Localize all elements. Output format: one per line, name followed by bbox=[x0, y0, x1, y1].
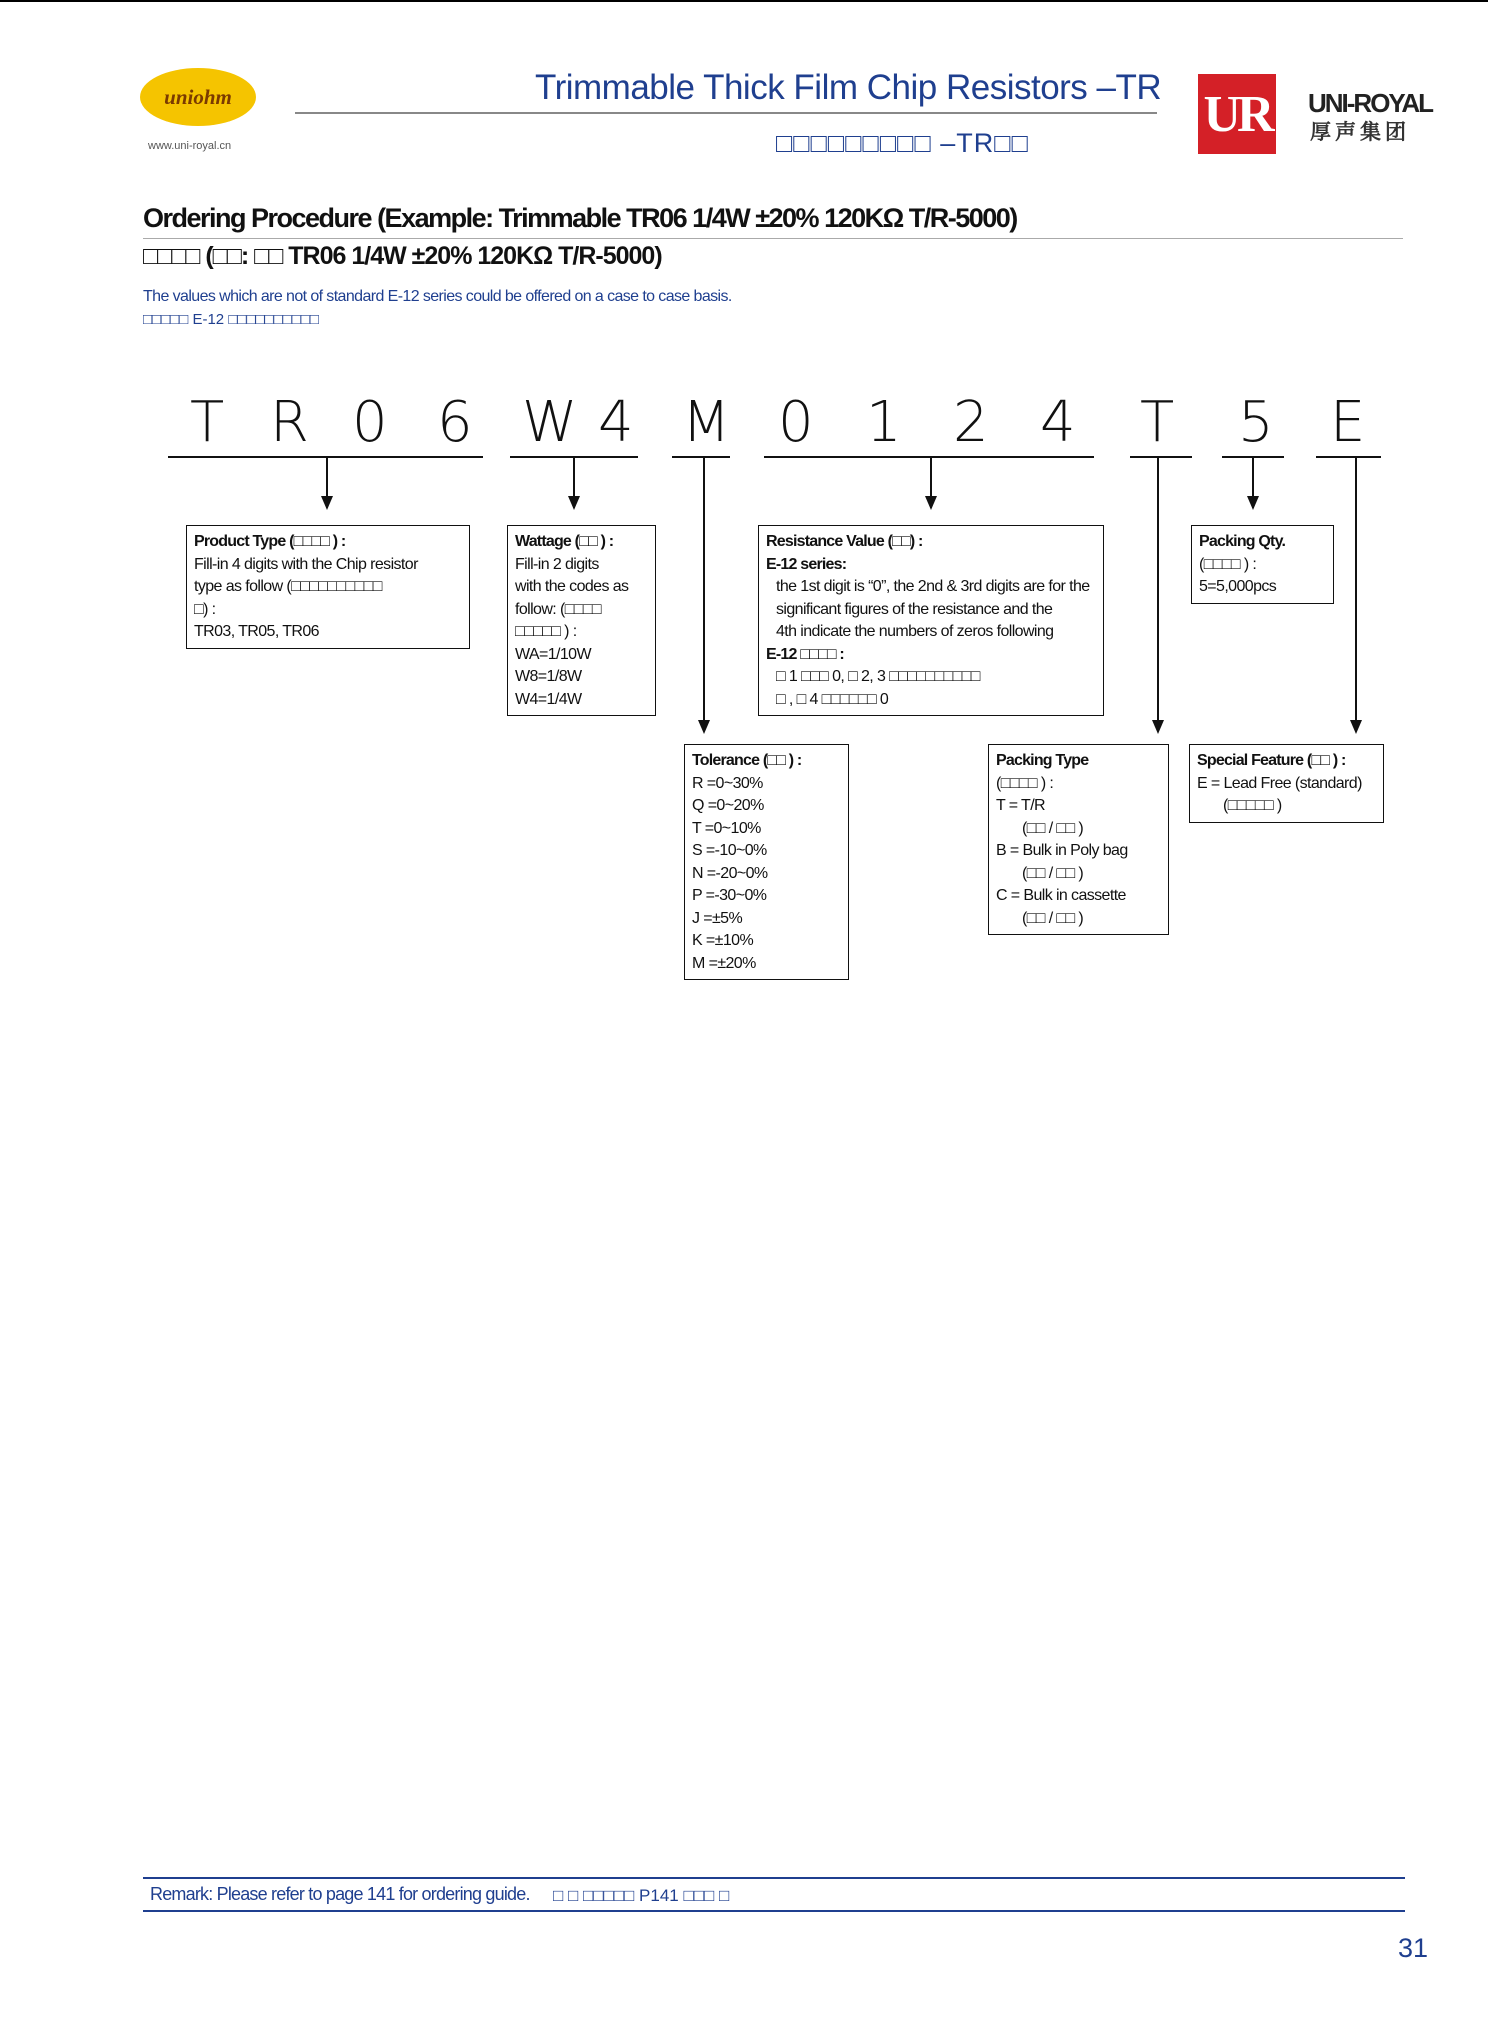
e12-note-cn: □□□□□ E-12 □□□□□□□□□□ bbox=[143, 311, 319, 328]
title-divider bbox=[295, 112, 1157, 114]
box-line: WA=1/10W bbox=[515, 645, 591, 663]
arrow-down-icon bbox=[321, 496, 333, 510]
code-char: 4 bbox=[1040, 390, 1076, 455]
code-char: R bbox=[270, 390, 309, 455]
box-subheader: E-12 series: bbox=[766, 555, 847, 573]
ordering-divider bbox=[143, 238, 1403, 239]
box-line: the 1st digit is “0”, the 2nd & 3rd digits are for the bbox=[776, 578, 1090, 595]
box-subheader: E-12 □□□□ : bbox=[766, 645, 844, 663]
box-line: 5=5,000pcs bbox=[1199, 578, 1277, 595]
box-header: Product Type (□□□□ ) : bbox=[194, 533, 346, 550]
box-header: Tolerance (□□ ) : bbox=[692, 752, 802, 769]
tolerance-item: J =±5% bbox=[692, 909, 743, 927]
connector-line bbox=[1355, 458, 1357, 728]
logo-text: uniohm bbox=[164, 84, 232, 109]
box-line: TR03, TR05, TR06 bbox=[194, 623, 319, 640]
underline-tolerance bbox=[672, 456, 730, 458]
tolerance-box bbox=[684, 744, 849, 980]
ordering-title: Ordering Procedure (Example: Trimmable TR06 1/4W ±20% 120KΩ T/R-5000) bbox=[143, 203, 1017, 233]
box-line: □ 1 □□□ 0, □ 2, 3 □□□□□□□□□□ bbox=[776, 668, 980, 685]
box-header: Packing Qty. bbox=[1199, 533, 1286, 550]
box-line: C = Bulk in cassette bbox=[996, 887, 1126, 904]
arrow-down-icon bbox=[1350, 720, 1362, 734]
arrow-down-icon bbox=[1152, 720, 1164, 734]
footer-divider-top bbox=[143, 1877, 1405, 1879]
code-char: M bbox=[682, 390, 731, 455]
box-line: (□□□□ ) : bbox=[1199, 555, 1257, 573]
logo-url: www.uni-royal.cn bbox=[148, 140, 232, 152]
page-subtitle-cn: □□□□□□□□□ –TR□□ bbox=[776, 128, 1029, 158]
connector-line bbox=[703, 458, 705, 728]
special-feature-box bbox=[1189, 744, 1384, 823]
resistance-value-box bbox=[758, 525, 1104, 716]
ordering-title-cn: □□□□ (□□: □□ TR06 1/4W ±20% 120KΩ T/R-5000) bbox=[143, 242, 662, 270]
code-char: E bbox=[1330, 390, 1366, 455]
code-char: 5 bbox=[1238, 390, 1274, 455]
brand-name: UNI-ROYAL bbox=[1308, 88, 1433, 118]
page-number: 31 bbox=[1398, 1933, 1429, 1963]
tolerance-item: P =-30~0% bbox=[692, 887, 767, 904]
ur-brand-mark: UR bbox=[1203, 85, 1271, 143]
packing-type-box bbox=[988, 744, 1169, 935]
box-line: Fill-in 2 digits bbox=[515, 555, 599, 573]
code-char: 6 bbox=[437, 390, 473, 455]
arrow-down-icon bbox=[698, 720, 710, 734]
arrow-down-icon bbox=[1247, 496, 1259, 510]
connector-line bbox=[1157, 458, 1159, 728]
box-line: □) : bbox=[194, 600, 216, 618]
box-line: W8=1/8W bbox=[515, 668, 582, 685]
product-type-box bbox=[186, 525, 470, 649]
code-char: T bbox=[1140, 390, 1175, 455]
uniohm-logo bbox=[140, 68, 256, 126]
box-line: (□□□□□ ) bbox=[1223, 797, 1282, 814]
box-line: significant figures of the resistance and the bbox=[776, 600, 1053, 618]
box-header: Wattage (□□ ) : bbox=[515, 533, 614, 550]
box-line: follow: (□□□□ bbox=[515, 600, 601, 618]
box-line: (□□ / □□ ) bbox=[1022, 909, 1084, 927]
tolerance-item: T =0~10% bbox=[692, 819, 761, 837]
box-line: □□□□□ ) : bbox=[515, 623, 577, 640]
tolerance-item: S =-10~0% bbox=[692, 842, 767, 859]
page-title: Trimmable Thick Film Chip Resistors –TR bbox=[535, 68, 1162, 107]
tolerance-item: R =0~30% bbox=[692, 774, 763, 792]
box-line: □ , □ 4 □□□□□□ 0 bbox=[776, 690, 889, 708]
box-header: Resistance Value (□□) : bbox=[766, 533, 923, 550]
arrow-down-icon bbox=[568, 496, 580, 510]
tolerance-item: M =±20% bbox=[692, 954, 756, 972]
footer-remark-cn: □ □ □□□□□ P141 □□□ □ bbox=[553, 1886, 730, 1905]
wattage-box bbox=[507, 525, 656, 716]
code-char: 4 bbox=[598, 390, 634, 455]
footer-remark: Remark: Please refer to page 141 for ordering guide. bbox=[150, 1884, 530, 1904]
tolerance-item: Q =0~20% bbox=[692, 797, 764, 814]
brand-name-cn: 厚声集团 bbox=[1310, 121, 1410, 144]
box-line: 4th indicate the numbers of zeros following bbox=[776, 623, 1054, 640]
code-char: W bbox=[522, 390, 578, 455]
top-border bbox=[0, 0, 1488, 2]
box-line: (□□ / □□ ) bbox=[1022, 819, 1084, 837]
box-line: Fill-in 4 digits with the Chip resistor bbox=[194, 555, 418, 573]
box-line: with the codes as bbox=[515, 578, 629, 595]
arrow-down-icon bbox=[925, 496, 937, 510]
box-line: T = T/R bbox=[996, 797, 1046, 814]
code-char: T bbox=[190, 390, 225, 455]
footer-divider-bottom bbox=[143, 1910, 1405, 1912]
e12-note: The values which are not of standard E-12 series could be offered on a case to case basis. bbox=[143, 288, 732, 305]
code-char: 2 bbox=[953, 390, 989, 455]
box-line: W4=1/4W bbox=[515, 690, 582, 708]
box-line: type as follow (□□□□□□□□□□ bbox=[194, 578, 382, 595]
box-header: Special Feature (□□ ) : bbox=[1197, 752, 1346, 769]
box-line: B = Bulk in Poly bag bbox=[996, 842, 1128, 859]
underline-special-feature bbox=[1316, 456, 1381, 458]
ur-brand-logo bbox=[1198, 74, 1276, 154]
code-char: 1 bbox=[866, 390, 902, 455]
underline-resistance bbox=[764, 456, 1094, 458]
tolerance-item: K =±10% bbox=[692, 932, 754, 949]
box-line: (□□□□ ) : bbox=[996, 774, 1054, 792]
code-char: 0 bbox=[352, 390, 388, 455]
box-header: Packing Type bbox=[996, 752, 1089, 769]
packing-qty-box bbox=[1191, 525, 1334, 604]
box-line: E = Lead Free (standard) bbox=[1197, 774, 1362, 792]
box-line: (□□ / □□ ) bbox=[1022, 864, 1084, 882]
underline-packing-type bbox=[1130, 456, 1192, 458]
code-char: 0 bbox=[778, 390, 814, 455]
tolerance-item: N =-20~0% bbox=[692, 864, 768, 882]
